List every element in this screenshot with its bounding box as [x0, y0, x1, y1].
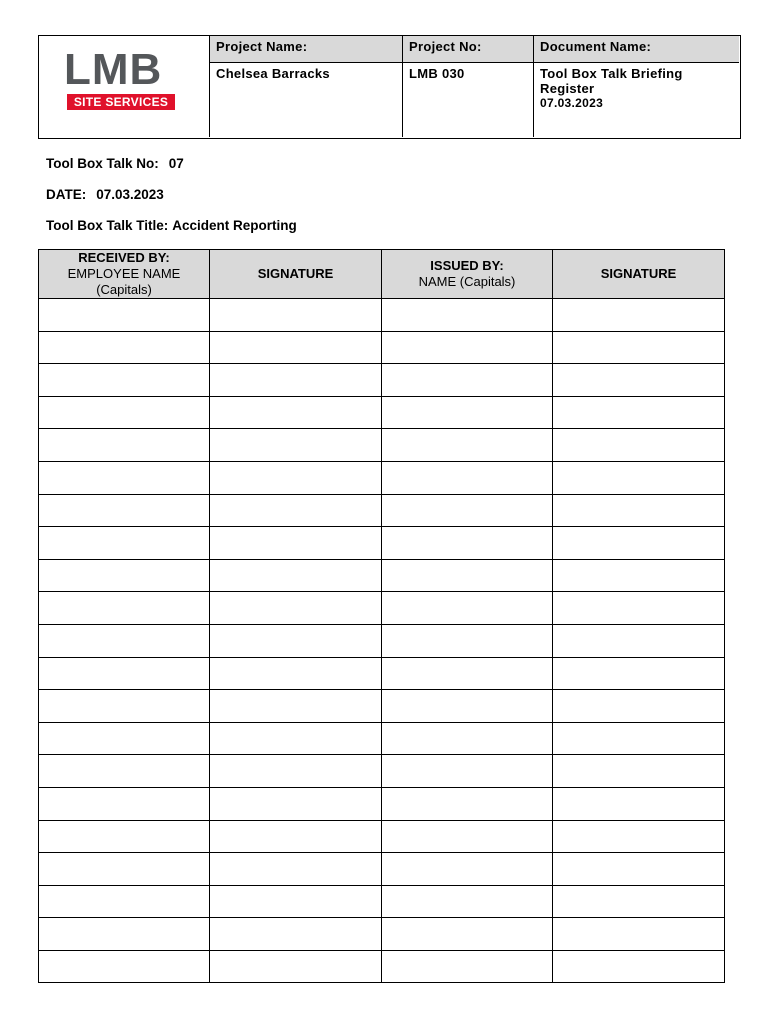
issuer-name-cell[interactable]	[382, 396, 553, 429]
project-no-label: Project No:	[403, 36, 534, 63]
employee-name-cell[interactable]	[39, 787, 210, 820]
issuer-signature-cell[interactable]	[553, 624, 725, 657]
logo-wordmark: LMB	[64, 45, 163, 94]
issuer-signature-cell[interactable]	[553, 885, 725, 918]
table-row	[39, 331, 725, 364]
issuer-signature-cell[interactable]	[553, 820, 725, 853]
employee-name-cell[interactable]	[39, 299, 210, 332]
issuer-signature-cell[interactable]	[553, 364, 725, 397]
employee-name-cell[interactable]	[39, 722, 210, 755]
table-row	[39, 755, 725, 788]
issued-by-header	[382, 250, 553, 299]
issuer-name-cell[interactable]	[382, 429, 553, 462]
talk-number-label: Tool Box Talk No:	[46, 156, 159, 171]
document-name-cell	[534, 63, 739, 137]
issuer-name-cell[interactable]	[382, 624, 553, 657]
issuer-signature-cell[interactable]	[553, 787, 725, 820]
employee-name-cell[interactable]	[39, 592, 210, 625]
employee-signature-cell[interactable]	[210, 494, 382, 527]
employee-name-cell[interactable]	[39, 820, 210, 853]
employee-signature-cell[interactable]	[210, 299, 382, 332]
table-row	[39, 364, 725, 397]
employee-signature-cell[interactable]	[210, 461, 382, 494]
employee-signature-cell[interactable]	[210, 559, 382, 592]
table-row	[39, 690, 725, 723]
table-row	[39, 624, 725, 657]
issuer-name-cell[interactable]	[382, 299, 553, 332]
signature-title-2: SIGNATURE	[600, 266, 677, 281]
employee-signature-cell[interactable]	[210, 657, 382, 690]
issuer-name-cell[interactable]	[382, 722, 553, 755]
employee-name-cell[interactable]	[39, 429, 210, 462]
company-logo	[39, 36, 210, 137]
employee-name-cell[interactable]	[39, 494, 210, 527]
issuer-name-cell[interactable]	[382, 755, 553, 788]
employee-name-cell[interactable]	[39, 364, 210, 397]
employee-name-cell[interactable]	[39, 853, 210, 886]
issuer-name-cell[interactable]	[382, 461, 553, 494]
issuer-signature-cell[interactable]	[553, 429, 725, 462]
document-date: 07.03.2023	[540, 96, 604, 110]
issuer-name-cell[interactable]	[382, 853, 553, 886]
issuer-name-cell[interactable]	[382, 820, 553, 853]
employee-name-cell[interactable]	[39, 527, 210, 560]
issuer-name-cell[interactable]	[382, 494, 553, 527]
table-row	[39, 950, 725, 983]
issuer-signature-cell[interactable]	[553, 559, 725, 592]
table-row	[39, 494, 725, 527]
briefing-register-table	[38, 249, 725, 983]
table-row	[39, 559, 725, 592]
table-row	[39, 396, 725, 429]
table-row	[39, 527, 725, 560]
issuer-name-cell[interactable]	[382, 885, 553, 918]
issuer-signature-cell[interactable]	[553, 527, 725, 560]
issuer-signature-cell[interactable]	[553, 755, 725, 788]
employee-name-cell[interactable]	[39, 885, 210, 918]
employee-name-cell[interactable]	[39, 624, 210, 657]
employee-signature-cell[interactable]	[210, 592, 382, 625]
employee-name-cell[interactable]	[39, 690, 210, 723]
issuer-signature-cell[interactable]	[553, 299, 725, 332]
employee-name-cell[interactable]	[39, 755, 210, 788]
signature-header-2	[553, 250, 725, 299]
employee-name-cell[interactable]	[39, 331, 210, 364]
employee-signature-cell[interactable]	[210, 331, 382, 364]
table-row	[39, 787, 725, 820]
table-row	[39, 657, 725, 690]
talk-number-value: 07	[168, 156, 184, 171]
table-row	[39, 722, 725, 755]
issued-by-title: ISSUED BY:	[430, 258, 504, 273]
employee-signature-cell[interactable]	[210, 918, 382, 951]
received-by-header	[39, 250, 210, 299]
talk-title-value: Accident Reporting	[172, 218, 297, 233]
talk-title-line	[46, 218, 297, 233]
issuer-signature-cell[interactable]	[553, 690, 725, 723]
employee-signature-cell[interactable]	[210, 820, 382, 853]
issuer-name-cell[interactable]	[382, 657, 553, 690]
issuer-name-cell[interactable]	[382, 364, 553, 397]
table-row	[39, 429, 725, 462]
issuer-name-cell[interactable]	[382, 787, 553, 820]
issuer-name-cell[interactable]	[382, 527, 553, 560]
date-value: 07.03.2023	[96, 187, 164, 202]
table-row	[39, 918, 725, 951]
employee-signature-cell[interactable]	[210, 722, 382, 755]
received-by-title: RECEIVED BY:	[78, 250, 170, 265]
employee-name-cell[interactable]	[39, 950, 210, 983]
employee-name-cell[interactable]	[39, 461, 210, 494]
table-row	[39, 853, 725, 886]
issuer-name-cell[interactable]	[382, 918, 553, 951]
date-label: DATE:	[46, 187, 87, 202]
project-name-label: Project Name:	[210, 36, 403, 63]
employee-signature-cell[interactable]	[210, 364, 382, 397]
issuer-name-cell[interactable]	[382, 331, 553, 364]
table-row	[39, 299, 725, 332]
document-name-label: Document Name:	[534, 36, 739, 63]
table-row	[39, 820, 725, 853]
table-row	[39, 461, 725, 494]
issuer-signature-cell[interactable]	[553, 918, 725, 951]
employee-name-cell[interactable]	[39, 559, 210, 592]
issuer-signature-cell[interactable]	[553, 396, 725, 429]
issuer-name-cell[interactable]	[382, 950, 553, 983]
employee-name-cell[interactable]	[39, 396, 210, 429]
received-by-subtitle: EMPLOYEE NAME (Capitals)	[67, 266, 181, 297]
issuer-signature-cell[interactable]	[553, 722, 725, 755]
issuer-signature-cell[interactable]	[553, 331, 725, 364]
table-row	[39, 885, 725, 918]
signature-header-1	[210, 250, 382, 299]
employee-signature-cell[interactable]	[210, 787, 382, 820]
document-name-value: Tool Box Talk Briefing Register	[540, 66, 683, 96]
employee-signature-cell[interactable]	[210, 885, 382, 918]
signature-title-1: SIGNATURE	[257, 266, 334, 281]
employee-signature-cell[interactable]	[210, 690, 382, 723]
talk-title-label: Tool Box Talk Title:	[46, 218, 169, 233]
document-header	[38, 35, 741, 139]
issuer-name-cell[interactable]	[382, 592, 553, 625]
logo-tagline: SITE SERVICES	[67, 94, 175, 110]
issuer-signature-cell[interactable]	[553, 950, 725, 983]
employee-signature-cell[interactable]	[210, 853, 382, 886]
issued-by-subtitle: NAME (Capitals)	[418, 274, 516, 289]
employee-signature-cell[interactable]	[210, 624, 382, 657]
register-body	[39, 299, 725, 983]
employee-signature-cell[interactable]	[210, 527, 382, 560]
issuer-name-cell[interactable]	[382, 559, 553, 592]
issuer-signature-cell[interactable]	[553, 657, 725, 690]
project-no-value: LMB 030	[403, 63, 534, 137]
issuer-signature-cell[interactable]	[553, 592, 725, 625]
issuer-name-cell[interactable]	[382, 690, 553, 723]
table-header-row	[39, 250, 725, 299]
employee-signature-cell[interactable]	[210, 429, 382, 462]
project-name-value: Chelsea Barracks	[210, 63, 403, 137]
employee-signature-cell[interactable]	[210, 950, 382, 983]
employee-signature-cell[interactable]	[210, 396, 382, 429]
employee-name-cell[interactable]	[39, 657, 210, 690]
employee-signature-cell[interactable]	[210, 755, 382, 788]
talk-number-line	[46, 156, 184, 171]
issuer-signature-cell[interactable]	[553, 461, 725, 494]
table-row	[39, 592, 725, 625]
date-line	[46, 187, 164, 202]
employee-name-cell[interactable]	[39, 918, 210, 951]
issuer-signature-cell[interactable]	[553, 494, 725, 527]
issuer-signature-cell[interactable]	[553, 853, 725, 886]
